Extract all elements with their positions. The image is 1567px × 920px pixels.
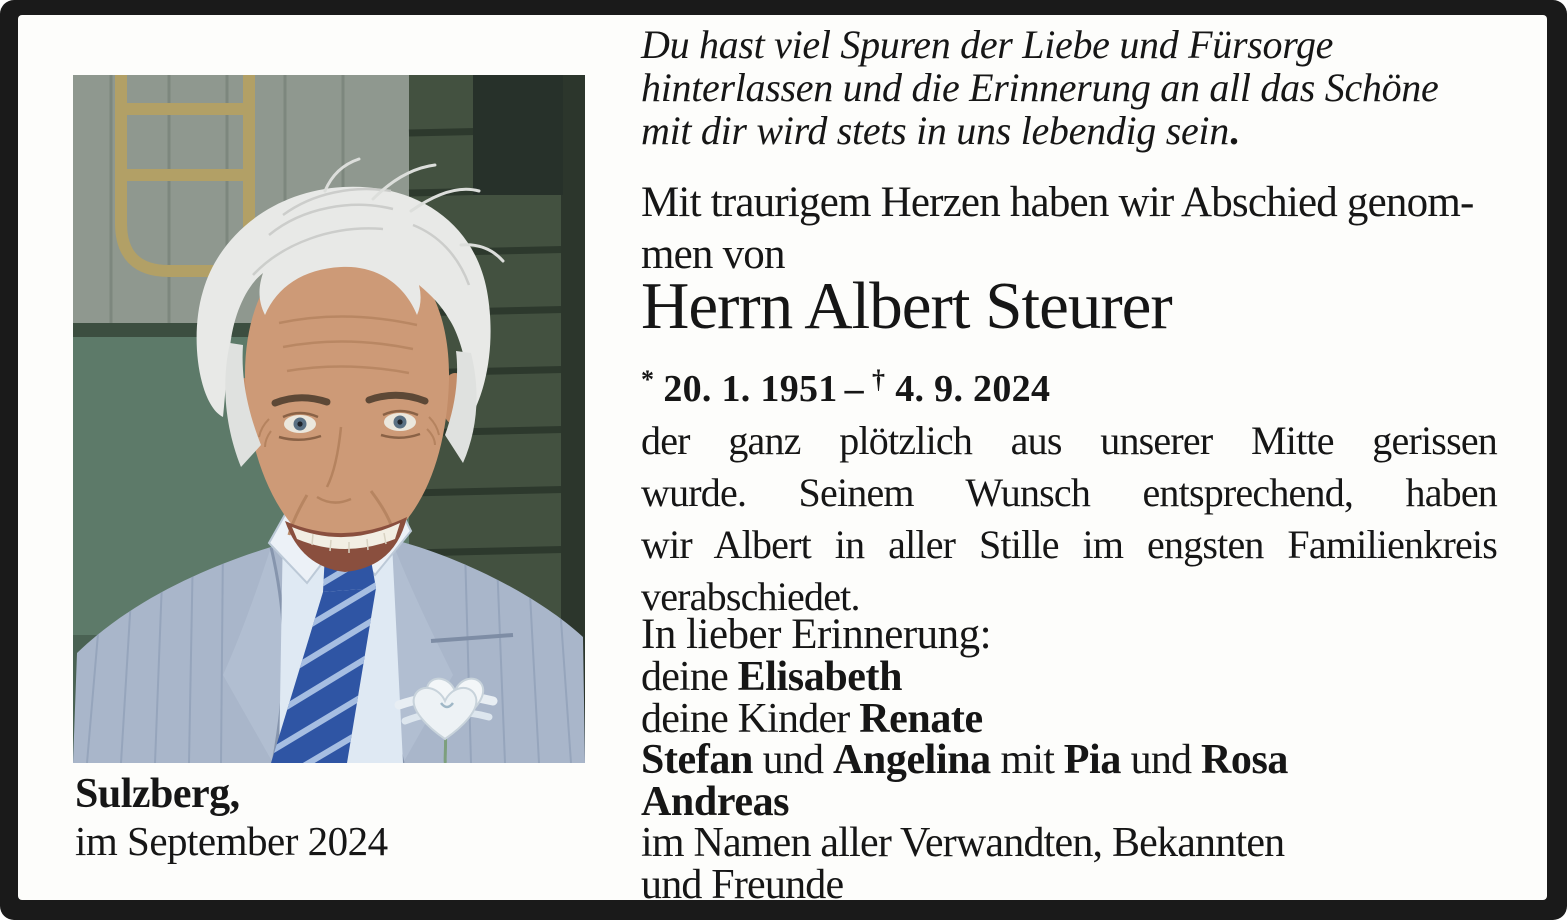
deceased-name: Herrn Albert Steurer [641,269,1172,343]
farewell-paragraph [641,415,1497,623]
farewell-line: der ganz plötzlich aus unserer Mitte gerissen [641,418,1497,463]
month-year: im September 2024 [75,818,388,864]
farewell-line: verabschiedet. [641,574,860,619]
notice-paper [18,15,1547,900]
mourners-list [641,654,1289,900]
epigraph-period: . [1228,108,1239,153]
mourner-line-children: Stefan und Angelina mit Pia und Rosa [641,737,1289,783]
birth-date: 20. 1. 1951 [663,368,838,410]
closing-line-2: und Freunde [641,861,844,900]
intro-text [641,177,1473,281]
epigraph [641,23,1438,152]
intro-line-2: men von [641,231,785,278]
birth-symbol: * [641,365,655,394]
remembrance-heading: In lieber Erinnerung: [641,611,992,658]
place-name: Sulzberg, [75,771,240,817]
closing-line-1: im Namen aller Verwandten, Bekannten [641,820,1285,866]
mourner-line-elisabeth: deine Elisabeth [641,654,903,700]
farewell-line: wurde. Seinem Wunsch entsprechend, haben [641,470,1497,515]
intro-line-1: Mit traurigem Herzen haben wir Abschied genom- [641,179,1474,226]
date-separator: – [844,368,864,410]
epigraph-line-3: mit dir wird stets in uns lebendig sein. [641,108,1239,153]
epigraph-line-2: hinterlassen und die Erinnerung an all das Schöne [641,65,1439,110]
life-dates [641,357,1050,412]
epigraph-line-1: Du hast viel Spuren der Liebe und Fürsorge [641,22,1334,67]
farewell-line: wir Albert in aller Stille im engsten Familienkreis [641,522,1497,567]
portrait-photo-illustration [73,75,585,763]
mourner-line-andreas: Andreas [641,778,790,825]
mourner-line-renate: deine Kinder Renate [641,695,983,742]
death-symbol: † [871,365,886,394]
place-block [75,771,388,865]
portrait-photo [73,75,585,763]
death-date: 4. 9. 2024 [895,368,1051,410]
